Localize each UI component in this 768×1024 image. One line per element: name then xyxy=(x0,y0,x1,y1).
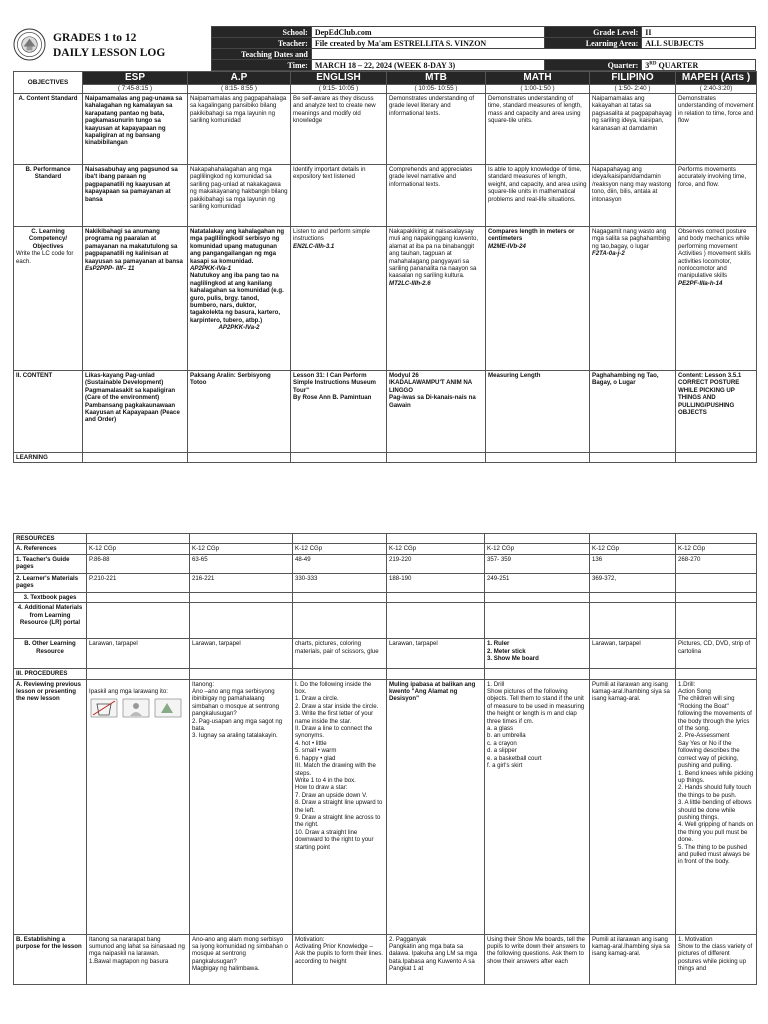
time-label: Time: xyxy=(212,60,312,71)
cell: Muling ipabasa at balikan ang kwento "Ang Alamat ng Desisyon" xyxy=(387,679,485,934)
cell: Itanong sa nararapat bang sumunod ang lahat sa isinasaad ng mga naipaskil na larawan. 1.Bawal magtapon ng basura xyxy=(87,934,190,984)
teacher-value: File created by Ma'am ESTRELLITA S. VINZON xyxy=(311,38,544,49)
cell: Is able to apply knowledge of time, standard measures of length, weight, and capacity, and area using square-tile units in mathematical problems and real-life situations. xyxy=(486,165,590,227)
cell: 369-372, xyxy=(590,573,676,592)
logo-line1: GRADES 1 to 12 xyxy=(53,32,137,44)
school-value: DepEdClub.com xyxy=(311,27,544,38)
dll-table-page2 xyxy=(13,533,757,985)
subject-esp: ESP xyxy=(83,72,188,85)
grade-value: II xyxy=(642,27,756,38)
cell: Napapahayag ang ideya/kaisipan/damdamin /reaksyon nang may wastong tono, diin, bilis, antala at intonasyon xyxy=(590,165,676,227)
review-esp-text: Ipaskil ang mga larawang ito: xyxy=(89,688,168,696)
row-label: LEARNING xyxy=(14,453,83,463)
competency-note: Write the LC code for each. xyxy=(16,250,74,265)
cell: Be self-aware as they discuss and analyze text to create new meanings and modify old knowledge xyxy=(291,94,387,165)
competency-label: C. Learning Competency/ Objectives xyxy=(28,228,68,250)
mtb-code: MT2LC-IIIh-2.6 xyxy=(389,279,431,287)
subject-ap: A.P xyxy=(188,72,291,85)
subject-filipino: FILIPINO xyxy=(590,72,676,85)
cell: 2. Pagganyak Pangkatin ang mga bata sa dalawa. Ipakuha ang LM sa mga bata.Ipabasa ang Kuwento A sa Pangkat 1 at xyxy=(387,934,485,984)
cell: Naipamamalas ang pag-unawa sa kahalagahan ng kamalayan sa karapatang pantao ng bata, pagkamasunurin tungo sa kaayusan at kapayapaan ng kapaligiran at ng bansang kinabibilangan xyxy=(83,94,188,165)
textbook-row xyxy=(14,592,757,602)
quarter-label: Quarter: xyxy=(544,60,642,71)
cell: K-12 CGp xyxy=(87,544,190,554)
content-standard-row xyxy=(14,94,757,165)
cell: Naipamamalas ang kakayahan at tatas sa pagsasalita at pagpapahayag ng sariling ideya, kaisipan, karanasan at damdamin xyxy=(590,94,676,165)
cell: Modyul 26 IKADALAWAMPU'T ANIM NA LINGGO Pag-iwas sa Di-kanais-nais na Gawain xyxy=(387,371,486,453)
cell: K-12 CGp xyxy=(485,544,590,554)
cell: 219-220 xyxy=(387,554,485,573)
eng-code: EN2LC-IIIh-3.1 xyxy=(293,242,335,250)
time-math: ( 1:00-1:50 ) xyxy=(486,85,590,94)
resources-row xyxy=(14,534,757,544)
cell: Larawan, tarpapel xyxy=(590,639,676,669)
dll-title xyxy=(53,31,165,61)
purpose-row xyxy=(14,934,757,984)
cell: K-12 CGp xyxy=(676,544,757,554)
cell: Likas-kayang Pag-unlad (Sustainable Development) Pagmamalasakit sa kapaligiran (Care of the environment) Pambansang pagkakaunawaan Kaayusan at Kapayapaan (Peace and Order) xyxy=(83,371,188,453)
cell: Pumili at ilarawan ang isang kamag-aral.Ihambing siya sa isang kamag-aral. xyxy=(590,679,676,934)
subject-english: ENGLISH xyxy=(291,72,387,85)
cell: Naisasabuhay ang pagsunod sa iba't ibang paraan ng pagpapanatili ng kaayusan at kapayapaan sa pamayanan at bansa xyxy=(83,165,188,227)
cell: Ano-ano ang alam mong serbisyo sa iyong komunidad ng simbahan o mosque at sentrong pangkalusugan? Magbigay ng halimbawa. xyxy=(190,934,293,984)
row-label: A. Reviewing previous lesson or presenting the new lesson xyxy=(14,679,87,934)
cell: 1. Ruler 2. Meter stick 3. Show Me board xyxy=(485,639,590,669)
cell: K-12 CGp xyxy=(590,544,676,554)
teachers-guide-row xyxy=(14,554,757,573)
row-label: 3. Textbook pages xyxy=(14,592,87,602)
cell: Naipamamalas ang pagpapahalaga sa kagalingang pansibiko bilang pakikibahagi sa mga layunin ng sariling komunidad xyxy=(188,94,291,165)
row-label: B. Other Learning Resource xyxy=(14,639,87,669)
row-label: 1. Teacher's Guide pages xyxy=(14,554,87,573)
row-label: B. Performance Standard xyxy=(14,165,83,227)
cell: K-12 CGp xyxy=(387,544,485,554)
cell xyxy=(87,679,190,934)
cell: 48-49 xyxy=(293,554,387,573)
subject-mapeh: MAPEH (Arts ) xyxy=(676,72,757,85)
cell: Nakapahahalagahan ang mga pagllilingkod ng komunidad sa sariling pag-unlad at nakakagawa ng makakayanang hakbangin bilang pakikibahagi sa mga layunin ng sariling komunidad xyxy=(188,165,291,227)
quarter-value: 3RD QUARTER xyxy=(642,60,756,71)
cell xyxy=(676,573,757,592)
cell: Larawan, tarpapel xyxy=(87,639,190,669)
logo-line2: DAILY LESSON LOG xyxy=(53,47,166,59)
ap-code1: AP2PKK-IVa-1 xyxy=(190,265,232,273)
school-label: School: xyxy=(212,27,312,38)
row-label: B. Establishing a purpose for the lesson xyxy=(14,934,87,984)
header-info-grid xyxy=(211,26,756,71)
subject-math: MATH xyxy=(486,72,590,85)
cell: 1. Motivation Show to the class variety of pictures of different postures while picking up things and xyxy=(676,934,757,984)
cell: Motivation: Activating Prior Knowledge – Ask the pupils to form their lines. according to height xyxy=(293,934,387,984)
eng-competency: Listen to and perform simple instructions xyxy=(293,228,370,243)
cell: Pumili at ilarawan ang isang kamag-aral.Ihambing siya sa isang kamag-aral. xyxy=(590,934,676,984)
cell: Performs movements accurately involving time, force, and flow. xyxy=(676,165,757,227)
procedures-row xyxy=(14,669,757,679)
cell: Pictures, CD, DVD, strip of cartolina xyxy=(676,639,757,669)
time-ap: ( 8:15- 8:55 ) xyxy=(188,85,291,94)
row-label xyxy=(14,227,83,371)
cell: Paksang Aralin: Serbisyong Totoo xyxy=(188,371,291,453)
area-value: ALL SUBJECTS xyxy=(642,38,756,49)
learning-row xyxy=(14,453,757,463)
cell: Itanong: Ano –ano ang mga serbisyong ibinibigay ng pamahalaang simbahan o mosque at sentrong pangkalusugan? 2. Pag-usapan ang mga sagot ng bata. 3. Iugnay sa araling tatalakayin. xyxy=(190,679,293,934)
cell: Larawan, tarpapel xyxy=(387,639,485,669)
cell xyxy=(590,227,676,371)
trash-signs-icon xyxy=(89,697,185,719)
dll-table-page1 xyxy=(13,71,757,463)
math-code: M2ME-IVb-24 xyxy=(488,242,526,250)
cell: 188-190 xyxy=(387,573,485,592)
cell xyxy=(188,227,291,371)
subject-mtb: MTB xyxy=(387,72,486,85)
content-row xyxy=(14,371,757,453)
cell: Content: Lesson 3.5.1 CORRECT POSTURE WHILE PICKING UP THINGS AND PULLING/PUSHING OBJECTS xyxy=(676,371,757,453)
cell: Using their Show Me boards, tell the pupils to write down their answers to the following questions. Ask them to show their answers after each xyxy=(485,934,590,984)
other-resources-row xyxy=(14,639,757,669)
time-filipino: ( 1:50- 2:40 ) xyxy=(590,85,676,94)
cell: Measuring Length xyxy=(486,371,590,453)
math-competency: Compares length in meters or centimeters xyxy=(488,228,575,243)
row-label: A. Content Standard xyxy=(14,94,83,165)
cell: Comprehends and appreciates grade level narrative and informational texts. xyxy=(387,165,486,227)
time-esp: ( 7:45-8:15 ) xyxy=(83,85,188,94)
cell xyxy=(486,227,590,371)
cell: Demonstrates understanding of time, standard measures of length, mass and capacity and area using square-tile units. xyxy=(486,94,590,165)
review-row xyxy=(14,679,757,934)
ap-code2: AP2PKK-IVa-2 xyxy=(218,324,260,332)
cell: Paghahambing ng Tao, Bagay, o Lugar xyxy=(590,371,676,453)
cell: 136 xyxy=(590,554,676,573)
cell: Demonstrates understanding of movement in relation to time, force and flow xyxy=(676,94,757,165)
time-english: ( 9:15- 10:05 ) xyxy=(291,85,387,94)
cell: charts, pictures, coloring materials, pair of scissors, glue xyxy=(293,639,387,669)
cell: 63-65 xyxy=(190,554,293,573)
references-row xyxy=(14,544,757,554)
area-label: Learning Area: xyxy=(544,38,642,49)
teacher-label: Teacher: xyxy=(212,38,312,49)
cell: Lesson 31: I Can Perform Simple Instructions Museum Tour" By Rose Ann B. Pamintuan xyxy=(291,371,387,453)
subject-header-row xyxy=(14,72,757,85)
cell: 1.Drill: Action Song The children will sing "Rocking the Boat" following the movements of the body through the lyrics of the song. 2. Pre-Assessment Say Yes or No if the following describes the correct way of picking, pushing and pulling. 1. Bend knees while picking up things. 2. Hands should fully touch the things to be push. 3. A little bending of elbows should be done while pushing things. 4. Well gripping of hands on the thing you pull must be done. 5. The thing to be pushed and pulled must always be in front of the body. xyxy=(676,679,757,934)
row-label: III. PROCEDURES xyxy=(14,669,87,679)
time-mtb: ( 10:05- 10:55 ) xyxy=(387,85,486,94)
esp-code: EsP2PPP- IIIf– 11 xyxy=(85,265,135,273)
cell xyxy=(83,227,188,371)
cell: Identify important details in expository text listened xyxy=(291,165,387,227)
cell xyxy=(291,227,387,371)
cell: Larawan, tarpapel xyxy=(190,639,293,669)
ap-competency: Natatalakay ang kahalagahan ng mga pagllilingkod/ serbisyo ng komunidad upang matugunan ang pangangailangan ng mga kasapi sa komunidad. xyxy=(190,228,285,265)
row-label: 2. Learner's Materials pages xyxy=(14,573,87,592)
cell: K-12 CGp xyxy=(190,544,293,554)
fil-competency: Nagagamit nang wasto ang mga salita sa paghahambing ng tao,bagay, o lugar xyxy=(592,228,670,250)
cell: K-12 CGp xyxy=(293,544,387,554)
dates-value: MARCH 18 – 22, 2024 (WEEK 8-DAY 3) xyxy=(311,60,544,71)
time-mapeh: ( 2:40-3:20) xyxy=(676,85,757,94)
dates-label: Teaching Dates and xyxy=(212,49,312,60)
cell: I. Do the following inside the box. 1. Draw a circle. 2. Draw a star inside the circle. 3. Write the first letter of your name inside the star. II. Draw a line to connect the synonyms. 4. hot • little 5. small • warm 6. happy • glad III. Match the drawing with the steps. Write 1 to 4 in the box. How to draw a star: 7. Draw an upside down V. 8. Draw a straight line upward to the left. 9. Draw a straight line across to the right. 10. Draw a straight line downward to the right to your starting point xyxy=(293,679,387,934)
ap-competency-more: Natutukoy ang iba pang tao na naglilingkod at ang kanilang kahalagahan sa komunidad (e.g. guro, pulis, brgy. tanod, bumbero, nars, duktor, tagakolekta ng basura, kartero, karpintero, tubero, atbp.) xyxy=(190,272,284,324)
deped-seal-icon xyxy=(13,28,46,61)
grade-label: Grade Level: xyxy=(544,27,642,38)
objectives-header: OBJECTIVES xyxy=(14,72,83,94)
cell: P.86-88 xyxy=(87,554,190,573)
row-label: II. CONTENT xyxy=(14,371,83,453)
row-label: RESOURCES xyxy=(14,534,87,544)
cell: 357- 359 xyxy=(485,554,590,573)
dll-header xyxy=(13,26,756,71)
row-label: 4. Additional Materials from Learning Resource (LR) portal xyxy=(14,603,87,639)
mtb-competency: Nakapakikinig at naisasalaysay muli ang napakinggang kuwento, alamat at iba pa na binabanggit ang tauhan, tagpuan at mahahalagang pangyayari sa sariling pananalita na naayon sa kaasalan ng sariling kultura. xyxy=(389,228,479,280)
lr-portal-row xyxy=(14,603,757,639)
cell: 1. Drill Show pictures of the following objects. Tell them to stand if the unit of measure to be used in measuring the height or length is m and clap three times if cm. a. a glass b. an umbrella c. a crayon d. a slipper e. a basketball court f. a girl's skirt xyxy=(485,679,590,934)
cell: 216-221 xyxy=(190,573,293,592)
fil-code: F2TA-0a-j-2 xyxy=(592,250,625,258)
cell: P.210-221 xyxy=(87,573,190,592)
esp-competency: Nakikibahagi sa anumang programa ng paaralan at pamayanan na makatutulong sa pagpapanatili ng kalinisan at kaayusan sa pamayanan at bansa xyxy=(85,228,183,265)
row-label: A. References xyxy=(14,544,87,554)
cell: 330-333 xyxy=(293,573,387,592)
cell xyxy=(387,227,486,371)
learners-materials-row xyxy=(14,573,757,592)
cell xyxy=(676,227,757,371)
cell: 249-251 xyxy=(485,573,590,592)
mapeh-competency: Observes correct posture and body mechanics while performing movement Activities ) movement skills activities locomotor, nonlocomotor and manipulative skills xyxy=(678,228,751,280)
competency-row xyxy=(14,227,757,371)
mapeh-code: PE2PF-IIIa-h-14 xyxy=(678,279,723,287)
cell: Demonstrates understanding of grade level literary and informational texts. xyxy=(387,94,486,165)
performance-standard-row xyxy=(14,165,757,227)
cell: 268-270 xyxy=(676,554,757,573)
subject-time-row xyxy=(14,85,757,94)
